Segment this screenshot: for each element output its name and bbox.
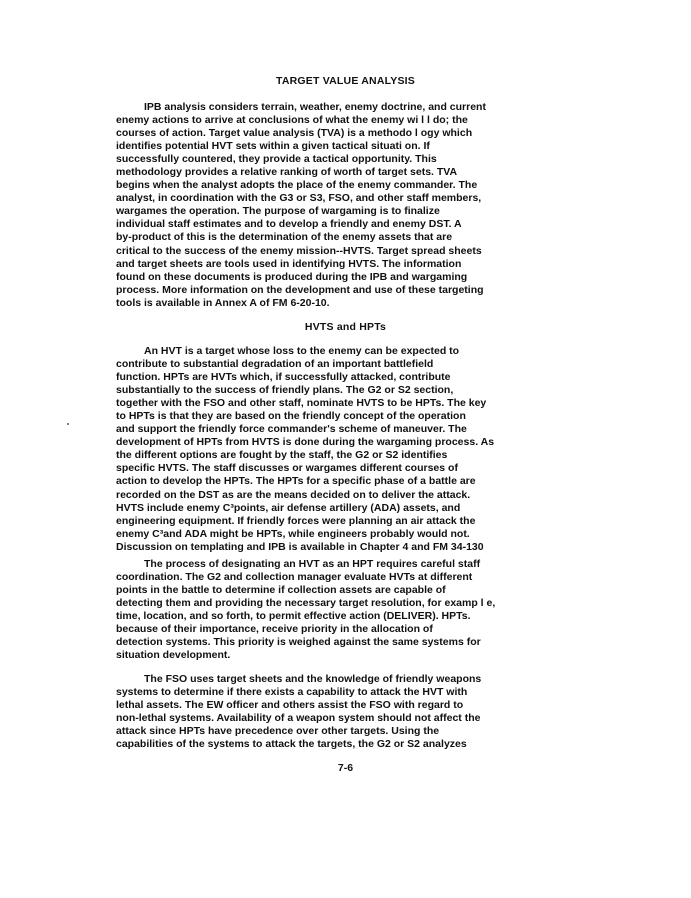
text-line: wargames the operation. The purpose of wargaming is to finalize: [116, 205, 440, 218]
scan-speck: [67, 423, 69, 425]
text-line: specific HVTS. The staff discusses or wargames different courses of: [116, 462, 458, 475]
text-line: function. HPTs are HVTs which, if successfully attacked, contribute: [116, 371, 451, 384]
text-line: by-product of this is the determination of the enemy assets that are: [116, 231, 453, 244]
text-line: systems to determine if there exists a capability to attack the HVT with: [116, 686, 468, 699]
text-line: HVTS include enemy C³points, air defense artillery (ADA) assets, and: [116, 501, 461, 514]
text-line: the different options are fought by the staff, the G2 or S2 identifies: [116, 449, 448, 462]
text-line: The process of designating an HVT as an HPT requires careful staff: [144, 558, 481, 570]
text-line: found on these documents is produced during the IPB and wargaming: [116, 270, 468, 283]
text-line: development of HPTs from HVTS is done during the wargaming process. As: [116, 436, 495, 449]
text-line: contribute to substantial degradation of an important battlefield: [116, 358, 434, 371]
text-line: to HPTs is that they are based on the friendly concept of the operation: [116, 410, 466, 423]
text-line: and target sheets are tools used in identifying HVTS. The information: [116, 257, 462, 270]
text-line: situation development.: [116, 649, 231, 662]
text-line: successfully countered, they provide a tactical opportunity. This: [116, 153, 437, 166]
section-heading: HVTS and HPTs: [304, 321, 387, 333]
paragraph-hpt-designation: [116, 558, 586, 662]
text-line: enemy actions to arrive at conclusions of what the enemy wi l l do; the: [116, 114, 468, 127]
text-line: points in the battle to determine if collection assets are capable of: [116, 584, 446, 597]
text-line: detecting them and providing the necessary target resolution, for examp l e,: [116, 597, 496, 610]
text-line: engineering equipment. If friendly forces were planning an air attack the: [116, 514, 476, 527]
text-line: IPB analysis considers terrain, weather, enemy doctrine, and current: [144, 101, 486, 113]
text-line: action to develop the HPTs. The HPTs for a specific phase of a battle are: [116, 475, 476, 488]
text-line: time, location, and so forth, to permit effective action (DELIVER). HPTs.: [116, 610, 471, 623]
text-line: enemy C³and ADA might be HPTs, while engineers probably would not.: [116, 527, 470, 540]
text-line: process. More information on the development and use of these targeting: [116, 283, 484, 296]
text-line: An HVT is a target whose loss to the enemy can be expected to: [144, 345, 460, 357]
page-title: TARGET VALUE ANALYSIS: [276, 75, 415, 87]
paragraph-ipb-analysis: [116, 101, 586, 310]
text-line: coordination. The G2 and collection manager evaluate HVTs at different: [116, 571, 473, 584]
text-line: recorded on the DST as are the means decided on to deliver the attack.: [116, 488, 471, 501]
text-line: analyst, in coordination with the G3 or S3, FSO, and other staff members,: [116, 192, 482, 205]
text-line: together with the FSO and other staff, nominate HVTS to be HPTs. The key: [116, 397, 487, 410]
text-line: because of their importance, receive priority in the allocation of: [116, 623, 433, 636]
paragraph-hvt-definition: [116, 345, 586, 554]
paragraph-fso-target-sheets: [116, 673, 586, 751]
text-line: courses of action. Target value analysis (TVA) is a methodo l ogy which: [116, 127, 473, 140]
text-line: non-lethal systems. Availability of a weapon system should not affect the: [116, 712, 481, 725]
text-line: attack since HPTs have precedence over other targets. Using the: [116, 725, 440, 738]
text-line: tools is available in Annex A of FM 6-20-10.: [116, 296, 330, 309]
text-line: identifies potential HVT sets within a given tactical situati on. If: [116, 140, 430, 153]
page-number: 7-6: [337, 762, 354, 774]
text-line: lethal assets. The EW officer and others assist the FSO with regard to: [116, 699, 464, 712]
text-line: detection systems. This priority is weighed against the same systems for: [116, 636, 481, 649]
text-line: methodology provides a relative ranking of worth of target sets. TVA: [116, 166, 458, 179]
text-line: substantially to the success of friendly plans. The G2 or S2 section,: [116, 384, 454, 397]
text-line: and support the friendly force commander's scheme of maneuver. The: [116, 423, 467, 436]
text-line: critical to the success of the enemy mission--HVTS. Target spread sheets: [116, 244, 482, 257]
text-line: Discussion on templating and IPB is available in Chapter 4 and FM 34-130: [116, 540, 484, 553]
text-line: The FSO uses target sheets and the knowledge of friendly weapons: [144, 673, 482, 685]
text-line: individual staff estimates and to develop a friendly and enemy DST. A: [116, 218, 462, 231]
text-line: capabilities of the systems to attack the targets, the G2 or S2 analyzes: [116, 738, 467, 751]
text-line: begins when the analyst adopts the place of the enemy commander. The: [116, 179, 478, 192]
